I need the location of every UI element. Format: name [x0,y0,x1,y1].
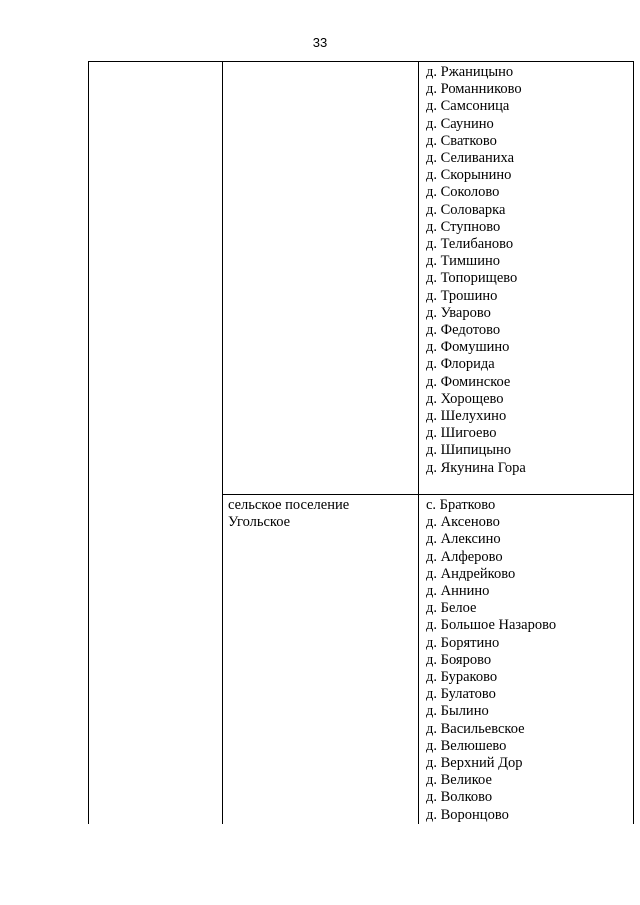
village-item: д. Алексино [426,531,501,548]
village-item: д. Большое Назарово [426,617,557,634]
village-item: д. Фомушино [426,339,510,356]
village-item: д. Шелухино [426,408,507,425]
village-item: д. Самсоница [426,98,510,115]
village-item: д. Соловарка [426,201,506,218]
village-item: д. Федотово [426,322,501,339]
district-cell [89,62,223,824]
village-item: д. Борятино [426,634,500,651]
village-item: д. Ступново [426,218,501,235]
village-item: д. Фоминское [426,373,511,390]
village-item: д. Топорищево [426,270,518,287]
village-item: д. Саунино [426,115,494,132]
village-item: д. Былино [426,703,489,720]
village-item: д. Волково [426,789,493,806]
settlement-cell [223,62,419,495]
village-item: д. Верхний Дор [426,755,523,772]
village-item: д. Боярово [426,651,492,668]
village-item: д. Трошино [426,287,498,304]
village-item: д. Тимшино [426,253,500,270]
page-number: 33 [312,35,328,50]
village-item: д. Белое [426,600,477,617]
village-item: д. Шипицыно [426,442,512,459]
village-item: д. Алферово [426,548,503,565]
village-item: д. Хорощево [426,390,504,407]
village-item: д. Уварово [426,304,491,321]
village-list [426,64,628,477]
table-row [89,62,634,495]
village-item: д. Флорида [426,356,495,373]
village-item: д. Аксеново [426,514,500,531]
village-item: д. Телибаново [426,236,514,253]
village-item: д. Аннино [426,583,490,600]
village-item: д. Якунина Гора [426,459,526,476]
village-item: д. Скорынино [426,167,512,184]
village-item: д. Романниково [426,81,522,98]
settlements-table [88,61,634,824]
village-item: д. Сватково [426,132,497,149]
settlement-name-line-1: сельское поселение [228,497,350,513]
village-item: д. Соколово [426,184,500,201]
village-item: д. Воронцово [426,806,509,823]
village-item: с. Братково [426,497,496,513]
villages-cell [419,62,634,495]
village-item: д. Васильевское [426,720,525,737]
village-item: д. Селиваниха [426,150,515,167]
village-item: д. Булатово [426,686,496,703]
villages-cell [419,495,634,824]
settlement-cell [223,495,419,824]
village-item: д. Великое [426,772,492,789]
village-item: д. Велюшево [426,737,507,754]
village-item: д. Бураково [426,669,498,686]
village-item: д. Ржаницыно [426,64,514,80]
village-item: д. Шигоево [426,425,497,442]
settlement-name-line-2: Угольское [228,514,291,531]
village-item: д. Андрейково [426,565,516,582]
village-list [426,497,628,824]
